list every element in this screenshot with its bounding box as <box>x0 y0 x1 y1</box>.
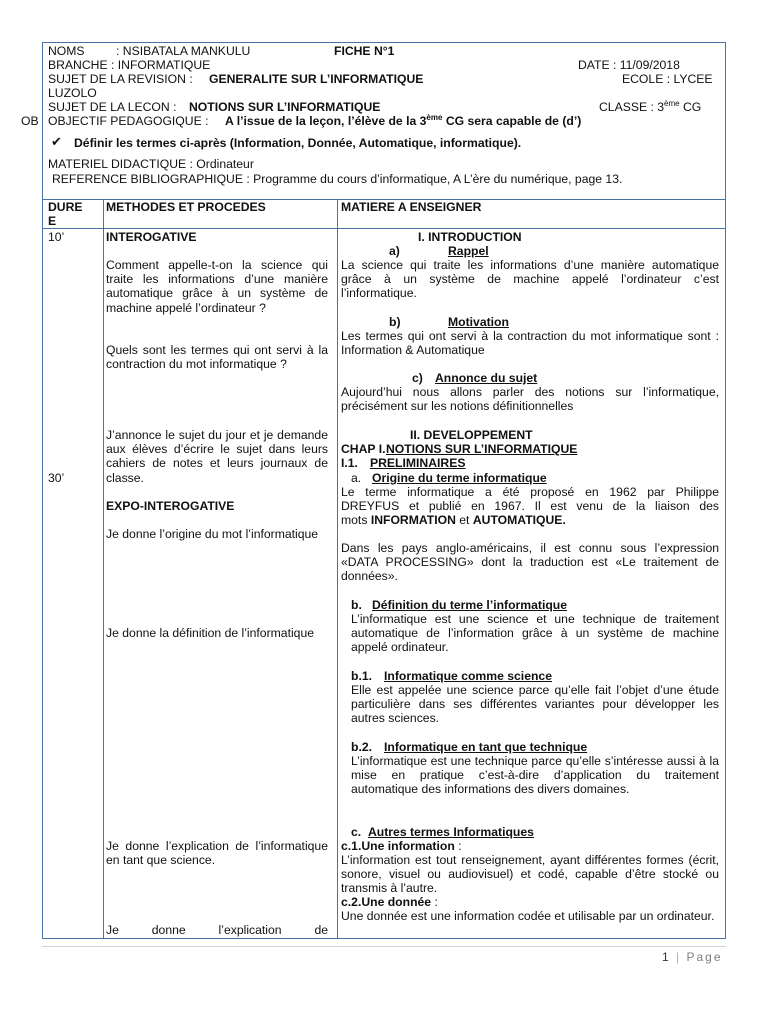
sujet-lecon-value: NOTIONS SUR L’INFORMATIQUE <box>189 100 381 114</box>
rappel-text: La science qui traite les informations d’une manière automatique grâce à un système de machine appelé l’ordinateur c’est l’informatique. <box>341 258 719 301</box>
chap-title: NOTIONS SUR L’INFORMATIQUE <box>386 442 578 456</box>
c2-text: Une donnée est une information codée et utilisable par un ordinateur. <box>341 909 715 923</box>
sujet-revision-label: SUJET DE LA REVISION : <box>48 72 193 86</box>
preliminaires-prefix: I.1. <box>341 456 358 470</box>
ob-marker: OB <box>21 114 39 128</box>
motivation-letter: b) <box>389 315 401 329</box>
methode-interogative: INTEROGATIVE <box>106 230 197 244</box>
column-divider-2 <box>337 199 338 939</box>
page-number: 1 | Page <box>662 950 723 964</box>
b2-text: L’informatique est une technique parce qu’elle s’intéresse aussi à la mise en pratique c’est-à-dire d’application du traitement automatique des informations des divers domaines. <box>351 754 719 797</box>
objectif-label: OBJECTIF PEDAGOGIQUE : <box>48 114 209 128</box>
duree-30: 30’ <box>48 471 65 485</box>
classe: CLASSE : 3ème CG <box>599 98 702 114</box>
origine-title: Origine du terme informatique <box>372 471 547 485</box>
duree-10: 10’ <box>48 230 65 244</box>
preliminaires-title: PRELIMINAIRES <box>370 456 466 470</box>
sujet-lecon-label: SUJET DE LA LECON : <box>48 100 177 114</box>
branche: BRANCHE : INFORMATIQUE <box>48 58 211 72</box>
ecole: ECOLE : LYCEE <box>622 72 713 86</box>
noms-value: : NSIBATALA MANKULU <box>116 44 251 58</box>
sujet-revision-value: GENERALITE SUR L’INFORMATIQUE <box>209 72 424 86</box>
methode-science: Je donne l’explication de l’informatique en tant que science. <box>106 839 328 868</box>
col-duree-1: DURE <box>48 200 83 214</box>
motivation-text: Les termes qui ont servi à la contraction du mot informatique sont : Information & Automatique <box>341 329 719 358</box>
materiel-didactique: MATERIEL DIDACTIQUE : Ordinateur <box>48 157 254 171</box>
methode-origine: Je donne l’origine du mot l’informatique <box>106 527 319 541</box>
c1-text: L’information est tout renseignement, ayant différentes formes (écrit, sonore, visuel ou audiovisuel) et codé, capable d’être stocké ou transmis à l’autre. <box>341 853 719 896</box>
matiere-introduction: I. INTRODUCTION <box>418 230 522 244</box>
origine-letter: a. <box>351 471 362 485</box>
annonce-title: Annonce du sujet <box>435 371 538 385</box>
table-header-divider <box>42 228 726 229</box>
c1-heading: c.1.Une information : <box>341 839 462 853</box>
b1-text: Elle est appelée une science parce qu’elle fait l’objet d’une étude particulière dans ses différentes variantes pour développer les autres sciences. <box>351 683 719 726</box>
objectif-definir: Définir les termes ci-après (Information, Donnée, Automatique, informatique). <box>74 136 522 150</box>
methode-annonce: J’annonce le sujet du jour et je demande aux élèves d’écrire le sujet dans leurs cahiers de notes et leurs journaux de classe. <box>106 428 328 485</box>
motivation-title: Motivation <box>448 315 509 329</box>
c-title: Autres termes Informatiques <box>368 825 534 839</box>
footer-rule <box>42 946 726 947</box>
b2-prefix: b.2. <box>351 740 372 754</box>
noms-label: NOMS <box>48 44 85 58</box>
b2-title: Informatique en tant que technique <box>384 740 588 754</box>
methode-question-1: Comment appelle-t-on la science qui traite les informations d’une manière automatique grâce à un système de machine appelé l’ordinateur ? <box>106 258 328 315</box>
chap-prefix: CHAP I. <box>341 442 386 456</box>
origine-line-2: DREYFUS et publié en 1967. Il est venu de la liaison des <box>341 499 719 513</box>
origine-line-3: mots INFORMATION et AUTOMATIQUE. <box>341 513 566 527</box>
checkmark-icon: ✔ <box>51 134 62 149</box>
anglo-americain-text: Dans les pays anglo-américains, il est connu sous l’expression «DATA PROCESSING» dont la traduction est «Le traitement de données». <box>341 541 719 584</box>
rappel-title: Rappel <box>448 244 489 258</box>
col-methodes: METHODES ET PROCEDES <box>106 200 266 214</box>
methode-definition: Je donne la définition de l’informatique <box>106 626 315 640</box>
annonce-letter: c) <box>412 371 423 385</box>
methode-last: Je donne l’explication de <box>106 923 328 937</box>
reference-bibliographique: REFERENCE BIBLIOGRAPHIQUE : Programme du cours d’informatique, A L’ère du numérique, page 13. <box>52 172 623 186</box>
rappel-letter: a) <box>389 244 400 258</box>
methode-question-2: Quels sont les termes qui ont servi à la contraction du mot informatique ? <box>106 343 328 372</box>
fiche-number: FICHE N°1 <box>334 44 395 58</box>
c-letter: c. <box>351 825 362 839</box>
ecole-continued: LUZOLO <box>48 86 97 100</box>
c2-heading: c.2.Une donnée : <box>341 895 438 909</box>
origine-line-1: Le terme informatique a été proposé en 1962 par Philippe <box>341 485 719 499</box>
definition-letter: b. <box>351 598 362 612</box>
definition-text: L’informatique est une science et une technique de traitement automatique de l’information grâce à un système de machine appelé ordinateur. <box>351 612 719 655</box>
b1-prefix: b.1. <box>351 669 372 683</box>
developpement: II. DEVELOPPEMENT <box>410 428 533 442</box>
column-divider-1 <box>103 199 104 939</box>
methode-expo-interogative: EXPO-INTEROGATIVE <box>106 499 235 513</box>
col-duree-2: E <box>48 214 57 228</box>
col-matiere: MATIERE A ENSEIGNER <box>341 200 482 214</box>
date: DATE : 11/09/2018 <box>578 58 680 72</box>
objectif-text: A l’issue de la leçon, l’élève de la 3ème CG sera capable de (d’) <box>225 112 582 128</box>
definition-title: Définition du terme l’informatique <box>372 598 568 612</box>
b1-title: Informatique comme science <box>384 669 552 683</box>
annonce-text: Aujourd’hui nous allons parler des notions sur l’informatique, précisément sur les notions définitionnelles <box>341 385 719 414</box>
